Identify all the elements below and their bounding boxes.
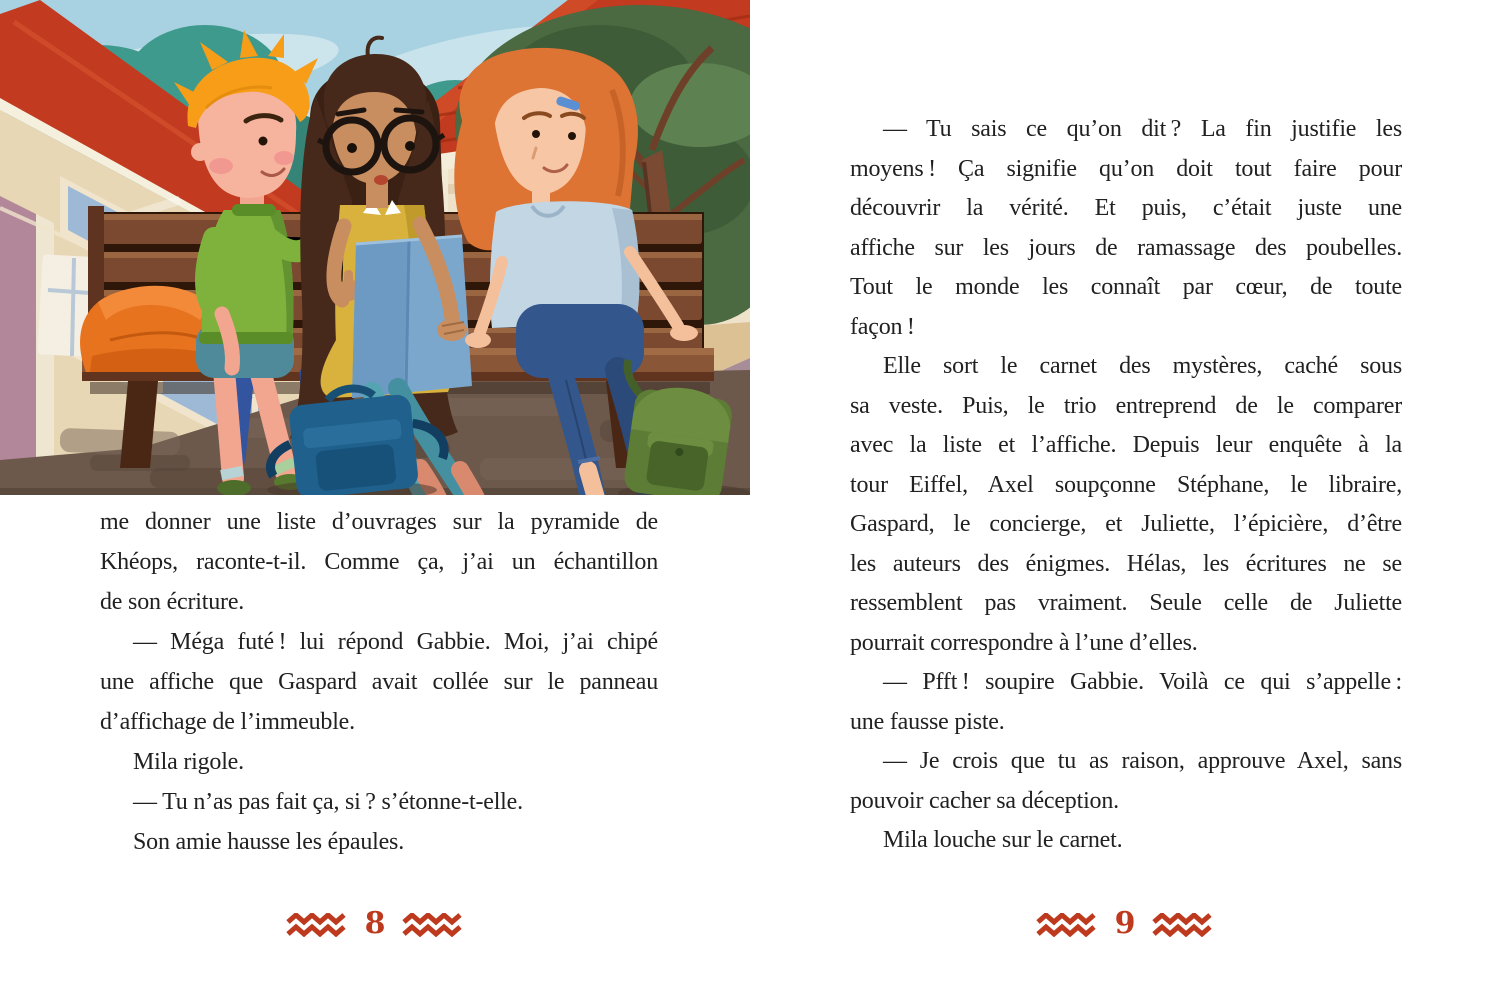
left-page-text [100, 502, 658, 862]
left-page-footer [0, 902, 750, 948]
text-line: sa veste. Puis, le trio entreprend de le comparer [850, 392, 1402, 419]
text-line: les auteurs des énigmes. Hélas, les écritures ne se [850, 550, 1402, 577]
right-page [750, 0, 1500, 994]
text-line: Mila rigole. [133, 749, 244, 775]
text-line: — Je crois que tu as raison, approuve Axel, sans [883, 748, 1402, 774]
right-page-footer [750, 902, 1500, 948]
text-line: une fausse piste. [850, 708, 1005, 735]
text-line: pouvoir cacher sa déception. [850, 787, 1119, 814]
text-line: — Méga futé ! lui répond Gabbie. Moi, j’ai chipé [133, 629, 658, 655]
text-line: avec la liste et l’affiche. Depuis leur enquête à la [850, 432, 1402, 458]
page-number: 8 [364, 906, 386, 941]
text-line: Tout le monde les connaît par cœur, de toute [850, 274, 1402, 300]
text-line: — Pfft ! soupire Gabbie. Voilà ce qui s’appelle : [883, 669, 1402, 695]
zigzag-ornament [286, 913, 348, 937]
zigzag-ornament [1152, 913, 1214, 937]
text-line: de son écriture. [100, 589, 245, 615]
text-line: tour Eiffel, Axel soupçonne Stéphane, le libraire, [850, 471, 1402, 498]
text-line: moyens ! Ça signifie qu’on doit tout faire pour [850, 155, 1402, 182]
text-line: Elle sort le carnet des mystères, caché sous [883, 353, 1402, 379]
story-illustration [0, 0, 750, 495]
text-line: d’affichage de l’immeuble. [100, 709, 355, 735]
text-line: me donner une liste d’ouvrages sur la pyramide de [100, 509, 658, 535]
text-line: — Tu n’as pas fait ça, si ? s’étonne-t-elle. [133, 789, 523, 815]
text-line: — Tu sais ce qu’on dit ? La fin justifie les [883, 116, 1402, 142]
text-line: découvrir la vérité. Et puis, c’était juste une [850, 195, 1402, 221]
text-line: une affiche que Gaspard avait collée sur le panneau [100, 669, 658, 695]
text-line: pourrait correspondre à l’une d’elles. [850, 629, 1198, 656]
text-line: ressemblent pas vraiment. Seule celle de Juliette [850, 590, 1402, 616]
text-line: Gaspard, le concierge, et Juliette, l’épicière, d’être [850, 511, 1402, 537]
text-line: Khéops, raconte-t-il. Comme ça, j’ai un échantillon [100, 549, 658, 575]
text-line: affiche sur les jours de ramassage des poubelles. [850, 234, 1402, 261]
zigzag-ornament [1036, 913, 1098, 937]
page-number: 9 [1114, 906, 1136, 941]
right-page-text [850, 110, 1402, 861]
text-line: Son amie hausse les épaules. [133, 829, 404, 855]
text-line: Mila louche sur le carnet. [883, 827, 1123, 853]
text-line: façon ! [850, 313, 915, 340]
zigzag-ornament [402, 913, 464, 937]
